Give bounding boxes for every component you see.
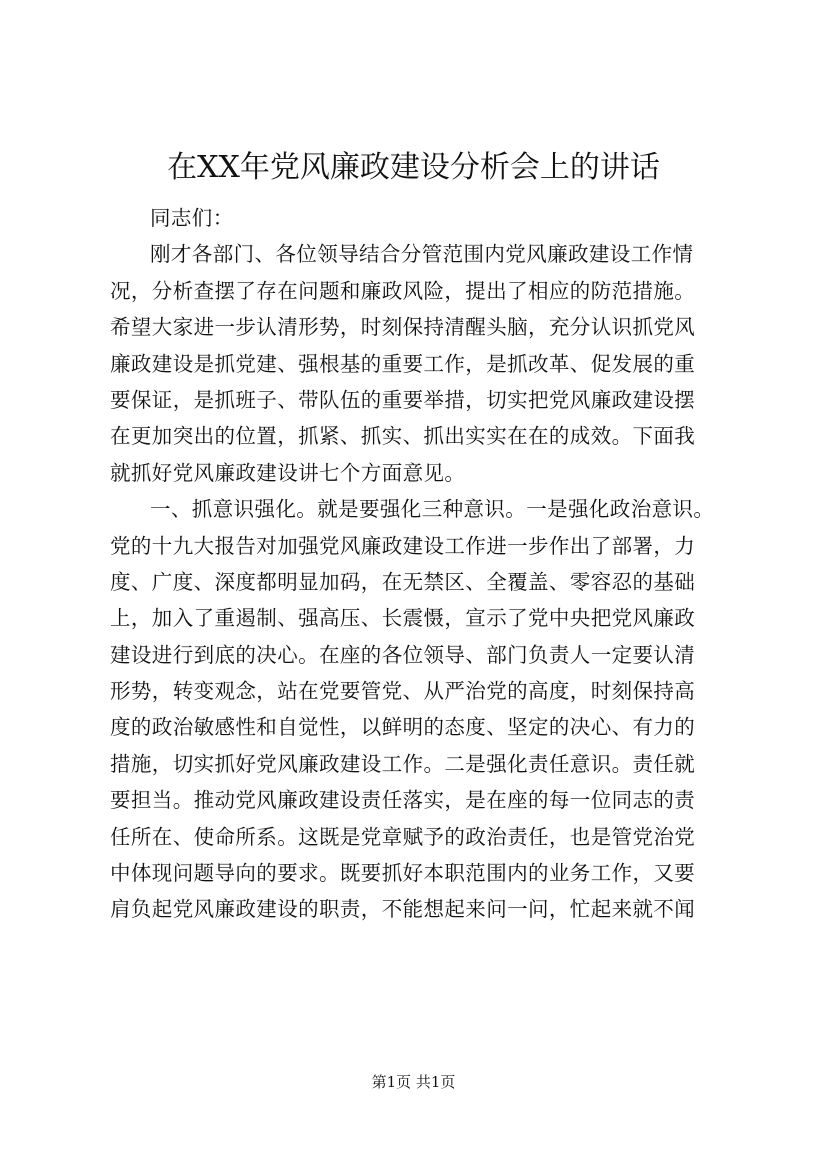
body-line: 要保证，是抓班子、带队伍的重要举措，切实把党风廉政建设摆 <box>110 387 696 412</box>
body-line: 在更加突出的位置，抓紧、抓实、抓出实实在在的成效。下面我 <box>110 424 696 449</box>
page-footer: 第1页 共1页 <box>371 1073 456 1091</box>
body-line: 度、广度、深度都明显加码，在无禁区、全覆盖、零容忍的基础 <box>110 569 696 594</box>
document-title: 在XX年党风廉政建设分析会上的讲话 <box>167 150 660 185</box>
body-line: 中体现问题导向的要求。既要抓好本职范围内的业务工作，又要 <box>110 861 696 886</box>
body-line: 廉政建设是抓党建、强根基的重要工作，是抓改革、促发展的重 <box>110 351 696 376</box>
body-line: 肩负起党风廉政建设的职责，不能想起来问一问，忙起来就不闻 <box>110 897 696 922</box>
body-line: 形势，转变观念，站在党要管党、从严治党的高度，时刻保持高 <box>110 679 696 704</box>
body-line: 同志们： <box>150 206 234 230</box>
body-line: 度的政治敏感性和自觉性，以鲜明的态度、坚定的决心、有力的 <box>110 715 696 740</box>
body-line: 措施，切实抓好党风廉政建设工作。二是强化责任意识。责任就 <box>110 751 696 776</box>
body-line: 一、抓意识强化。就是要强化三种意识。一是强化政治意识。 <box>150 497 715 522</box>
body-line: 党的十九大报告对加强党风廉政建设工作进一步作出了部署，力 <box>110 533 696 558</box>
body-line: 上，加入了重遏制、强高压、长震慑，宣示了党中央把党风廉政 <box>110 606 696 631</box>
body-line: 建设进行到底的决心。在座的各位领导、部门负责人一定要认清 <box>110 642 696 667</box>
body-line: 刚才各部门、各位领导结合分管范围内党风廉政建设工作情 <box>150 242 694 267</box>
document-body <box>110 200 722 928</box>
body-line: 任所在、使命所系。这既是党章赋予的政治责任，也是管党治党 <box>110 824 696 849</box>
body-line: 就抓好党风廉政建设讲七个方面意见。 <box>110 460 466 485</box>
body-line: 要担当。推动党风廉政建设责任落实，是在座的每一位同志的责 <box>110 788 696 813</box>
body-line: 希望大家进一步认清形势，时刻保持清醒头脑，充分认识抓党风 <box>110 315 696 340</box>
body-line: 况，分析查摆了存在问题和廉政风险，提出了相应的防范措施。 <box>110 278 696 303</box>
